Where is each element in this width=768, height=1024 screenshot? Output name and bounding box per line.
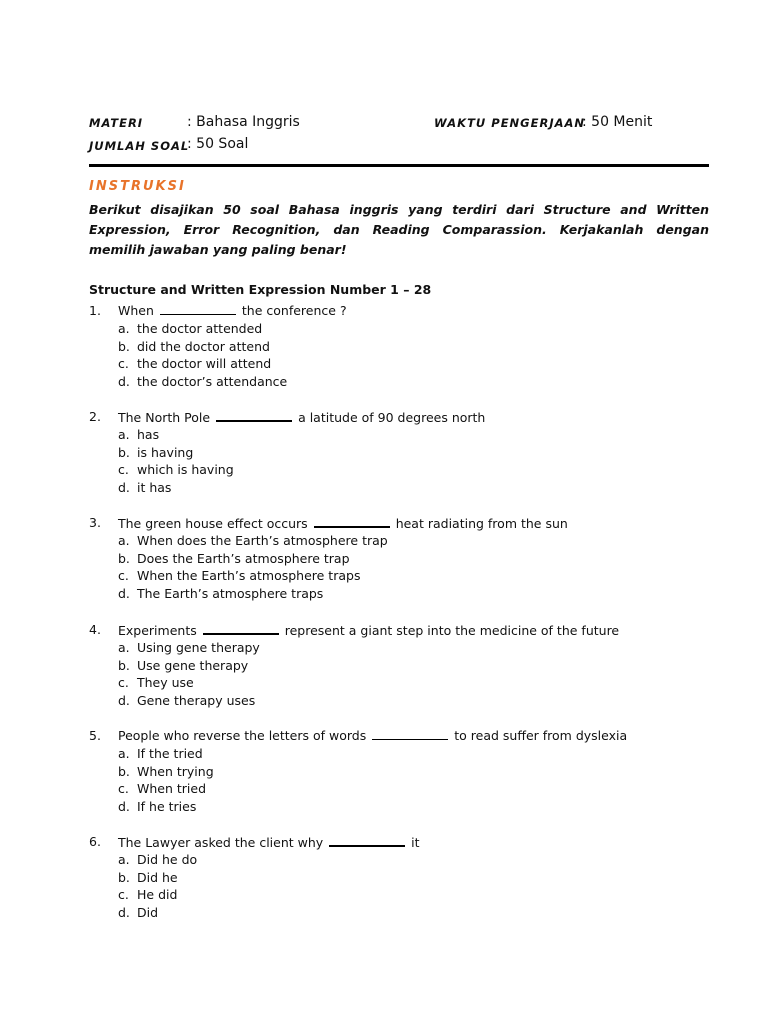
option-text: He did <box>137 887 178 903</box>
question-number: 4. <box>89 622 101 637</box>
option[interactable] <box>89 904 709 922</box>
option-letter: c. <box>118 781 129 797</box>
question-text-before: Experiments <box>118 623 197 638</box>
option-text: the doctor attended <box>137 321 263 336</box>
option[interactable] <box>89 567 709 585</box>
option-text: the doctor’s attendance <box>137 374 288 390</box>
option[interactable] <box>89 461 709 479</box>
option-letter: b. <box>118 338 130 354</box>
question <box>89 408 709 497</box>
option-letter: b. <box>118 550 130 566</box>
question-text <box>118 621 619 640</box>
option-letter: d. <box>118 480 130 496</box>
option-text: If he tries <box>137 799 197 815</box>
waktu-value: : 50 Menit <box>582 114 653 130</box>
question-text-after: heat radiating from the sun <box>395 516 568 531</box>
option-text: Gene therapy uses <box>137 693 256 709</box>
question <box>89 514 709 603</box>
option[interactable] <box>89 338 709 356</box>
option[interactable] <box>89 692 709 710</box>
option[interactable] <box>89 320 709 338</box>
option-letter: a. <box>118 746 130 761</box>
option-text: When trying <box>137 763 214 779</box>
question-stem <box>89 621 709 639</box>
question-text-after: to read suffer from dyslexia <box>454 728 628 743</box>
option-letter: a. <box>118 852 130 867</box>
option-letter: c. <box>118 568 129 584</box>
question-text-before: When <box>118 303 154 318</box>
question-number: 2. <box>89 409 101 424</box>
header-divider <box>89 164 709 167</box>
option-letter: b. <box>118 869 130 885</box>
option-text: Did he do <box>137 852 198 867</box>
option[interactable] <box>89 763 709 781</box>
option-letter: b. <box>118 657 130 673</box>
option-text: If the tried <box>137 746 203 761</box>
option-text: They use <box>137 675 194 691</box>
materi-label: MATERI <box>89 116 144 130</box>
question-text-after: it <box>411 835 420 850</box>
option-letter: d. <box>118 799 130 815</box>
question-text <box>118 727 627 745</box>
question <box>89 302 709 391</box>
question-number: 1. <box>89 303 101 318</box>
jumlah-label: JUMLAH SOAL <box>89 139 190 153</box>
option-text: the doctor will attend <box>137 356 272 372</box>
question-text <box>118 302 347 320</box>
option[interactable] <box>89 550 709 568</box>
question <box>89 833 709 922</box>
option-letter: d. <box>118 586 130 602</box>
question <box>89 727 709 816</box>
option[interactable] <box>89 426 709 444</box>
option-text: When does the Earth’s atmosphere trap <box>137 533 388 548</box>
option[interactable] <box>89 886 709 904</box>
option[interactable] <box>89 532 709 550</box>
option-text: When the Earth’s atmosphere traps <box>137 568 361 584</box>
question-number: 6. <box>89 834 101 849</box>
option-letter: c. <box>118 462 129 478</box>
option-letter: d. <box>118 374 130 390</box>
question-text <box>118 833 420 852</box>
option[interactable] <box>89 373 709 391</box>
option-letter: a. <box>118 321 130 336</box>
option[interactable] <box>89 674 709 692</box>
instruction-text: Berikut disajikan 50 soal Bahasa inggris yang terdiri dari Structure and Written Expression, Error Recognition, dan Reading Comparassion. Kerjakanlah dengan memilih jawaban yang paling benar! <box>89 202 709 257</box>
question-text-before: The green house effect occurs <box>118 516 308 531</box>
answer-blank <box>372 727 448 740</box>
option[interactable] <box>89 657 709 675</box>
option[interactable] <box>89 851 709 869</box>
option[interactable] <box>89 745 709 763</box>
question-text <box>118 408 485 427</box>
option-letter: c. <box>118 675 129 691</box>
option[interactable] <box>89 639 709 657</box>
option-text: has <box>137 427 160 442</box>
question-text <box>118 514 568 533</box>
question-stem <box>89 833 709 851</box>
answer-blank <box>160 302 236 315</box>
option-letter: c. <box>118 356 129 372</box>
question <box>89 621 709 710</box>
option-letter: b. <box>118 763 130 779</box>
question-text-after: the conference ? <box>241 303 347 318</box>
jumlah-value: : 50 Soal <box>187 136 249 152</box>
option-text: Did <box>137 905 159 921</box>
option-text: Using gene therapy <box>137 640 260 655</box>
waktu-label: WAKTU PENGERJAAN <box>434 116 586 130</box>
option[interactable] <box>89 479 709 497</box>
question-stem <box>89 727 709 745</box>
option-letter: b. <box>118 444 130 460</box>
question-text-before: People who reverse the letters of words <box>118 728 367 743</box>
option-letter: a. <box>118 533 130 548</box>
question-stem <box>89 514 709 532</box>
option-text: did the doctor attend <box>137 338 270 354</box>
question-text-after: a latitude of 90 degrees north <box>298 410 486 425</box>
question-stem <box>89 408 709 426</box>
option-text: Did he <box>137 869 178 885</box>
option-text: Use gene therapy <box>137 657 249 673</box>
question-number: 5. <box>89 728 101 743</box>
option-text: it has <box>137 480 172 496</box>
option-letter: c. <box>118 887 129 903</box>
option-letter: d. <box>118 905 130 921</box>
answer-blank <box>329 833 405 847</box>
option[interactable] <box>89 355 709 373</box>
question-stem <box>89 302 709 320</box>
option-letter: a. <box>118 427 130 442</box>
question-text-before: The North Pole <box>118 410 211 425</box>
option[interactable] <box>89 585 709 603</box>
answer-blank <box>216 408 292 422</box>
option[interactable] <box>89 869 709 887</box>
instruction-title: INSTRUKSI <box>89 179 186 194</box>
answer-blank <box>314 514 390 528</box>
option[interactable] <box>89 780 709 798</box>
option-text: Does the Earth’s atmosphere trap <box>137 550 350 566</box>
option-text: When tried <box>137 781 207 797</box>
question-number: 3. <box>89 515 101 530</box>
materi-value: : Bahasa Inggris <box>187 114 300 130</box>
option-text: The Earth’s atmosphere traps <box>137 586 324 602</box>
question-text-before: The Lawyer asked the client why <box>118 835 324 850</box>
answer-blank <box>203 621 279 635</box>
option-letter: a. <box>118 640 130 655</box>
question-text-after: represent a giant step into the medicine of the future <box>284 623 620 638</box>
option-letter: d. <box>118 693 130 709</box>
option[interactable] <box>89 798 709 816</box>
option[interactable] <box>89 444 709 462</box>
section-title: Structure and Written Expression Number 1 – 28 <box>89 282 432 297</box>
option-text: is having <box>137 444 194 460</box>
option-text: which is having <box>137 462 234 478</box>
